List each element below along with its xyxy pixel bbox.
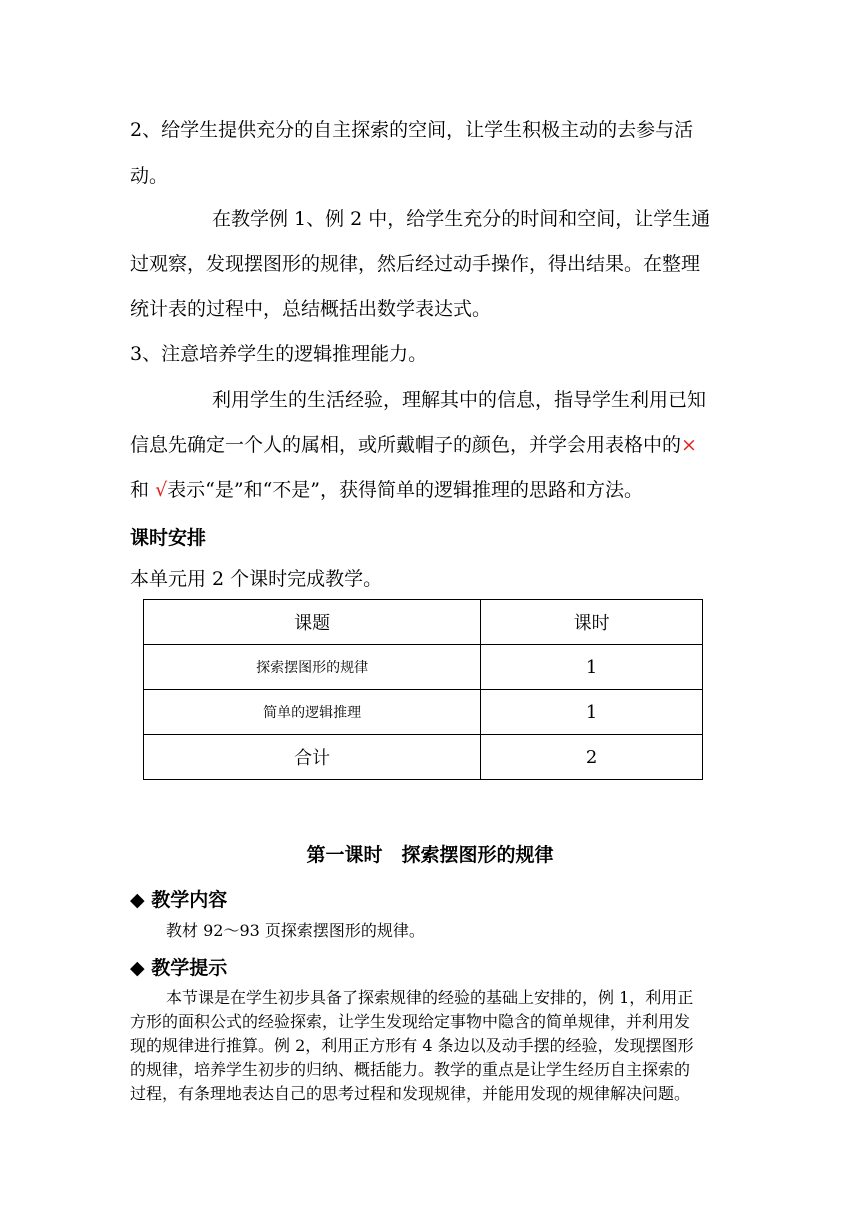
para-reasoning-line-2-text: 信息先确定一个人的属相，或所戴帽子的颜色，并学会用表格中的 (130, 434, 682, 456)
table-cell-hours: 1 (481, 645, 703, 690)
check-mark-icon: √ (155, 479, 168, 501)
table-row-total (144, 735, 703, 780)
schedule-table (143, 599, 703, 780)
para-example-line-1: 在教学例 1、例 2 中，给学生充分的时间和空间，让学生通 (212, 208, 711, 230)
lesson-title: 第一课时 探索摆图形的规律 (306, 844, 554, 866)
cross-mark-icon: × (681, 434, 697, 456)
content-text: 教材 92～93 页探索摆图形的规律。 (166, 921, 425, 940)
point-3-heading: 3、注意培养学生的逻辑推理能力。 (130, 343, 428, 365)
table-cell-topic: 探索摆图形的规律 (144, 645, 481, 690)
para-point-2-line-1: 2、给学生提供充分的自主探索的空间，让学生积极主动的去参与活 (130, 119, 694, 141)
table-cell-total-label: 合计 (144, 735, 481, 780)
schedule-heading: 课时安排 (130, 527, 207, 549)
tips-line-1: 本节课是在学生初步具备了探索规律的经验的基础上安排的，例 1，利用正 (166, 988, 694, 1007)
table-cell-total-hours: 2 (481, 735, 703, 780)
para-reasoning-line-3-end: 表示“是”和“不是”，获得简单的逻辑推理的思路和方法。 (167, 479, 644, 501)
para-example-line-2: 过观察，发现摆图形的规律，然后经过动手操作，得出结果。在整理 (130, 253, 701, 275)
table-cell-topic: 简单的逻辑推理 (144, 690, 481, 735)
tips-line-3: 现的规律进行推算。例 2，利用正方形有 4 条边以及动手摆的经验，发现摆图形 (130, 1036, 694, 1055)
tips-line-5: 过程，有条理地表达自己的思考过程和发现规律，并能用发现的规律解决问题。 (130, 1084, 691, 1103)
tips-line-4: 的规律，培养学生初步的归纳、概括能力。教学的重点是让学生经历自主探索的 (130, 1060, 691, 1079)
table-row (144, 690, 703, 735)
table-row (144, 645, 703, 690)
column-header-hours: 课时 (481, 600, 703, 645)
para-reasoning-line-3-start: 和 (130, 479, 150, 501)
para-example-line-3: 统计表的过程中，总结概括出数学表达式。 (130, 298, 492, 320)
schedule-intro: 本单元用 2 个课时完成教学。 (130, 568, 383, 590)
para-reasoning-line-1: 利用学生的生活经验，理解其中的信息，指导学生利用已知 (212, 389, 707, 411)
tips-line-2: 方形的面积公式的经验探索，让学生发现给定事物中隐含的简单规律，并利用发 (130, 1012, 691, 1031)
para-point-2-line-2: 动。 (130, 165, 169, 187)
column-header-topic: 课题 (144, 600, 481, 645)
para-reasoning-line-2 (130, 433, 732, 457)
table-header-row (144, 600, 703, 645)
content-heading: ◆ 教学内容 (130, 889, 228, 911)
table-cell-hours: 1 (481, 690, 703, 735)
tips-heading: ◆ 教学提示 (130, 957, 228, 979)
para-reasoning-line-3 (130, 478, 732, 502)
